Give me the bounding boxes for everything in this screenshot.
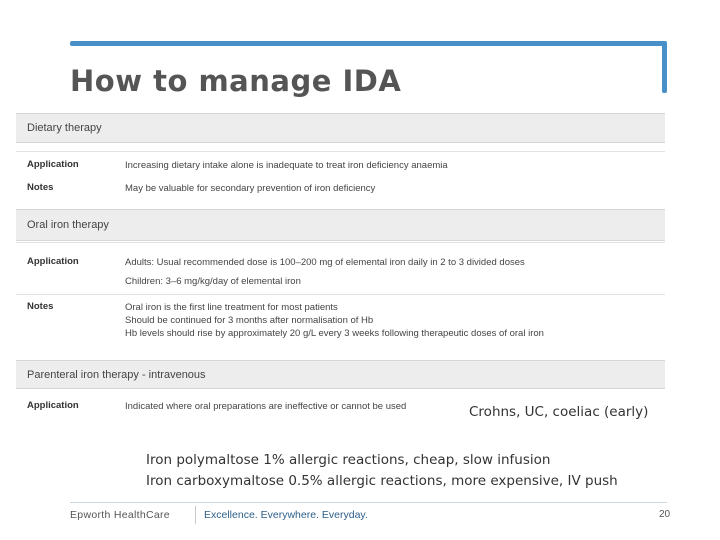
row-value [125, 301, 665, 340]
row-divider [16, 242, 665, 243]
table-row-dietary-application [16, 159, 665, 172]
row-divider [16, 294, 665, 295]
page-number: 20 [659, 509, 671, 520]
footer-separator [195, 506, 196, 524]
table-row-dietary-notes [16, 182, 665, 195]
row-label: Application [27, 159, 79, 170]
row-value-line: Hb levels should rise by approximately 20 g/L every 3 weeks following therapeutic doses of oral iron [125, 328, 544, 339]
row-divider [16, 151, 665, 152]
therapy-table [16, 113, 665, 413]
body-text [146, 450, 618, 492]
row-value: May be valuable for secondary prevention of iron deficiency [125, 183, 376, 194]
text-cover [449, 401, 459, 427]
section-header-oral: Oral iron therapy [16, 209, 665, 241]
title-accent-bar [70, 41, 666, 46]
row-value-line: Oral iron is the first line treatment for most patients [125, 302, 338, 313]
body-line: Iron polymaltose 1% allergic reactions, cheap, slow infusion [146, 452, 551, 468]
section-header-parenteral: Parenteral iron therapy - intravenous [16, 360, 665, 389]
table-row-oral-notes [16, 301, 665, 340]
row-value-line: Should be continued for 3 months after normalisation of Hb [125, 315, 374, 326]
side-note: Crohns, UC, coeliac (early) [469, 404, 649, 420]
slide-title: How to manage IDA [70, 64, 402, 98]
row-value: Increasing dietary intake alone is inadequate to treat iron deficiency anaemia [125, 160, 448, 171]
body-line: Iron carboxymaltose 0.5% allergic reactions, more expensive, IV push [146, 473, 618, 489]
title-accent-bar-corner [662, 41, 667, 93]
table-row-oral-application [16, 256, 665, 288]
row-value [125, 256, 665, 288]
footer-org-logo: Epworth HealthCare [70, 509, 170, 521]
row-label: Application [27, 400, 79, 411]
row-value-line: Children: 3–6 mg/kg/day of elemental iron [125, 276, 301, 287]
row-label: Notes [27, 301, 54, 312]
footer-divider [70, 502, 667, 503]
footer-tagline: Excellence. Everywhere. Everyday. [204, 509, 368, 521]
row-value: Indicated where oral preparations are ineffective or cannot be used [125, 401, 407, 412]
row-value-line: Adults: Usual recommended dose is 100–200 mg of elemental iron daily in 2 to 3 divided doses [125, 257, 525, 268]
section-header-dietary: Dietary therapy [16, 113, 665, 143]
row-label: Application [27, 256, 79, 267]
row-label: Notes [27, 182, 54, 193]
